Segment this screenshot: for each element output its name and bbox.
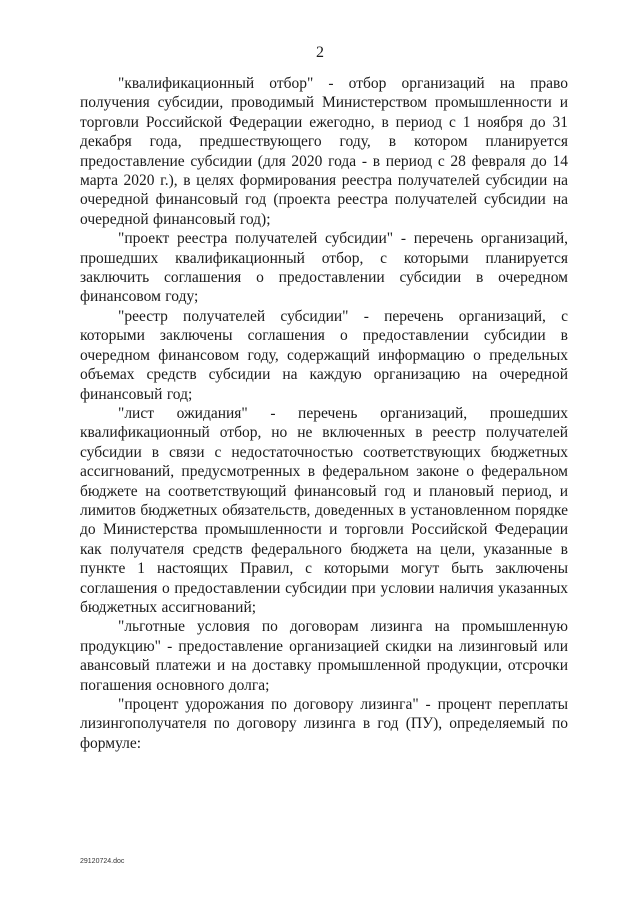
definition-recipients-register: "реестр получателей субсидии" - перечень организаций, с которыми заключены соглашения о предоставлении субсидии в очередном финансовом году, содержащий информацию о предельных объемах средств субсидии на каждую организацию на очередной финансовый год; (80, 307, 568, 403)
document-body (80, 74, 568, 753)
footer-file-name: 29120724.doc (80, 858, 125, 865)
page-number: 2 (316, 44, 324, 61)
definition-draft-recipients-register: "проект реестра получателей субсидии" - перечень организаций, прошедших квалификационный отбор, с которыми планируется заключить соглашения о предоставлении субсидии в очередном финансовом году; (80, 230, 568, 306)
definition-preferential-leasing-terms: "льготные условия по договорам лизинга на промышленную продукцию" - предоставление организацией скидки на лизинговый или авансовый платежи и на доставку промышленной продукции, отсрочки погашения основного долга; (80, 618, 568, 694)
definition-leasing-appreciation-percent: "процент удорожания по договору лизинга" - процент переплаты лизингополучателя по договору лизинга в год (ПУ), определяемый по формуле: (80, 696, 568, 752)
definition-waiting-list: "лист ожидания" - перечень организаций, прошедших квалификационный отбор, но не включенных в реестр получателей субсидии в связи с недостаточностью соответствующих бюджетных ассигнований, предусмотренных в федеральном законе о федеральном бюджете на соответствующий финансовый год и плановый период, и лимитов бюджетных обязательств, доведенных в установленном порядке до Министерства промышленности и торговли Российской Федерации как получателя средств федерального бюджета на цели, указанные в пункте 1 настоящих Правил, с которыми могут быть заключены соглашения о предоставлении субсидии при условии наличия указанных бюджетных ассигнований; (80, 404, 568, 616)
definition-qualification-selection: "квалификационный отбор" - отбор организаций на право получения субсидии, проводимый Министерством промышленности и торговли Российской Федерации ежегодно, в период с 1 ноября до 31 декабря года, предшествующего году, в котором планируется предоставление субсидии (для 2020 года - в период с 28 февраля до 14 марта 2020 г.), в целях формирования реестра получателей субсидии на очередной финансовый год (проекта реестра получателей субсидии на очередной финансовый год); (80, 75, 568, 228)
